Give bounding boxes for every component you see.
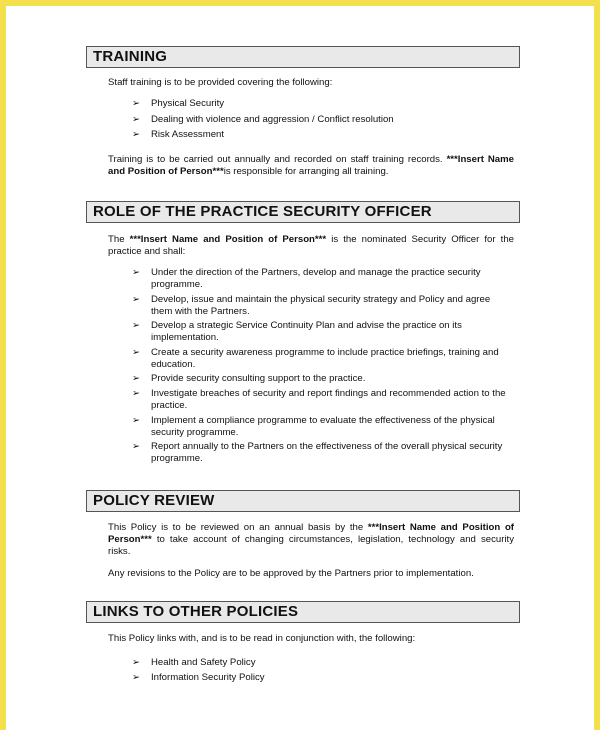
arrow-bullet-icon: ➢ (132, 672, 141, 683)
placeholder-name: ***Insert Name and Position of Person*** (108, 522, 514, 545)
arrow-bullet-icon: ➢ (132, 441, 141, 452)
role-heading: ROLE OF THE PRACTICE SECURITY OFFICER (86, 201, 520, 223)
policy-review-revisions: Any revisions to the Policy are to be approved by the Partners prior to implementation. (108, 568, 474, 579)
arrow-bullet-icon: ➢ (132, 657, 141, 668)
policy-review-heading: POLICY REVIEW (86, 490, 520, 512)
links-intro: This Policy links with, and is to be read in conjunction with, the following: (108, 633, 416, 644)
role-intro: The ***Insert Name and Position of Person*** is the nominated Security Officer for the practice and shall: (108, 234, 514, 257)
training-intro: Staff training is to be provided covering the following: (108, 77, 333, 88)
arrow-bullet-icon: ➢ (132, 373, 141, 384)
training-heading: TRAINING (86, 46, 520, 68)
links-heading: LINKS TO OTHER POLICIES (86, 601, 520, 623)
arrow-bullet-icon: ➢ (132, 129, 141, 140)
arrow-bullet-icon: ➢ (132, 388, 141, 399)
arrow-bullet-icon: ➢ (132, 294, 141, 305)
document-page: TRAINING Staff training is to be provided covering the following: ➢ Physical Security ➢ Dealing with violence and aggression / Conflict resolution ➢ Risk Assessment Training is to be carried out annually and recorded on staff training records. ***Insert Name and Position of Person***is responsible for arranging all training. ROLE OF THE PRACTICE SECURITY OFFICER The ***Insert Name and Position of Person*** is the nominated Security Officer for the practice and shall: ➢ Under the direction of the Partners, develop and manage the practice security programme. ➢ Develop, issue and maintain the physical security strategy and Policy and agree them with the Partners. ➢ Develop a strategic Service Continuity Plan and advise the practice on its implementation. ➢ Create a security awareness programme to include practice briefings, training and education. ➢ Provide security consulting support to the practice. ➢ Investigate breaches of security and report findings and recommended action to the practice. ➢ Implement a compliance programme to evaluate the effectiveness of the physical security programme. ➢ Report annually to the Partners on the effectiveness of the overall physical security programme. POLICY REVIEW This Policy is to be reviewed on an annual basis by the ***Insert Name and Position of Person*** to take account of changing circumstances, legislation, technology and security risks. Any revisions to the Policy are to be approved by the Partners prior to implementation. LINKS TO OTHER POLICIES This Policy links with, and is to be read in conjunction with, the following: ➢ Health and Safety Policy ➢ Information Security Policy (6, 6, 594, 730)
policy-review-paragraph: This Policy is to be reviewed on an annual basis by the ***Insert Name and Position of Person*** to take account of changing circumstances, legislation, technology and security risks. (108, 522, 514, 557)
arrow-bullet-icon: ➢ (132, 347, 141, 358)
arrow-bullet-icon: ➢ (132, 320, 141, 331)
placeholder-name: ***Insert Name and Position of Person*** (108, 154, 515, 177)
arrow-bullet-icon: ➢ (132, 267, 141, 278)
arrow-bullet-icon: ➢ (132, 114, 141, 125)
placeholder-name: ***Insert Name and Position of Person*** (129, 234, 327, 245)
training-paragraph: Training is to be carried out annually and recorded on staff training records. ***Insert Name and Position of Person***is responsible for arranging all training. (108, 154, 515, 177)
arrow-bullet-icon: ➢ (132, 98, 141, 109)
arrow-bullet-icon: ➢ (132, 415, 141, 426)
